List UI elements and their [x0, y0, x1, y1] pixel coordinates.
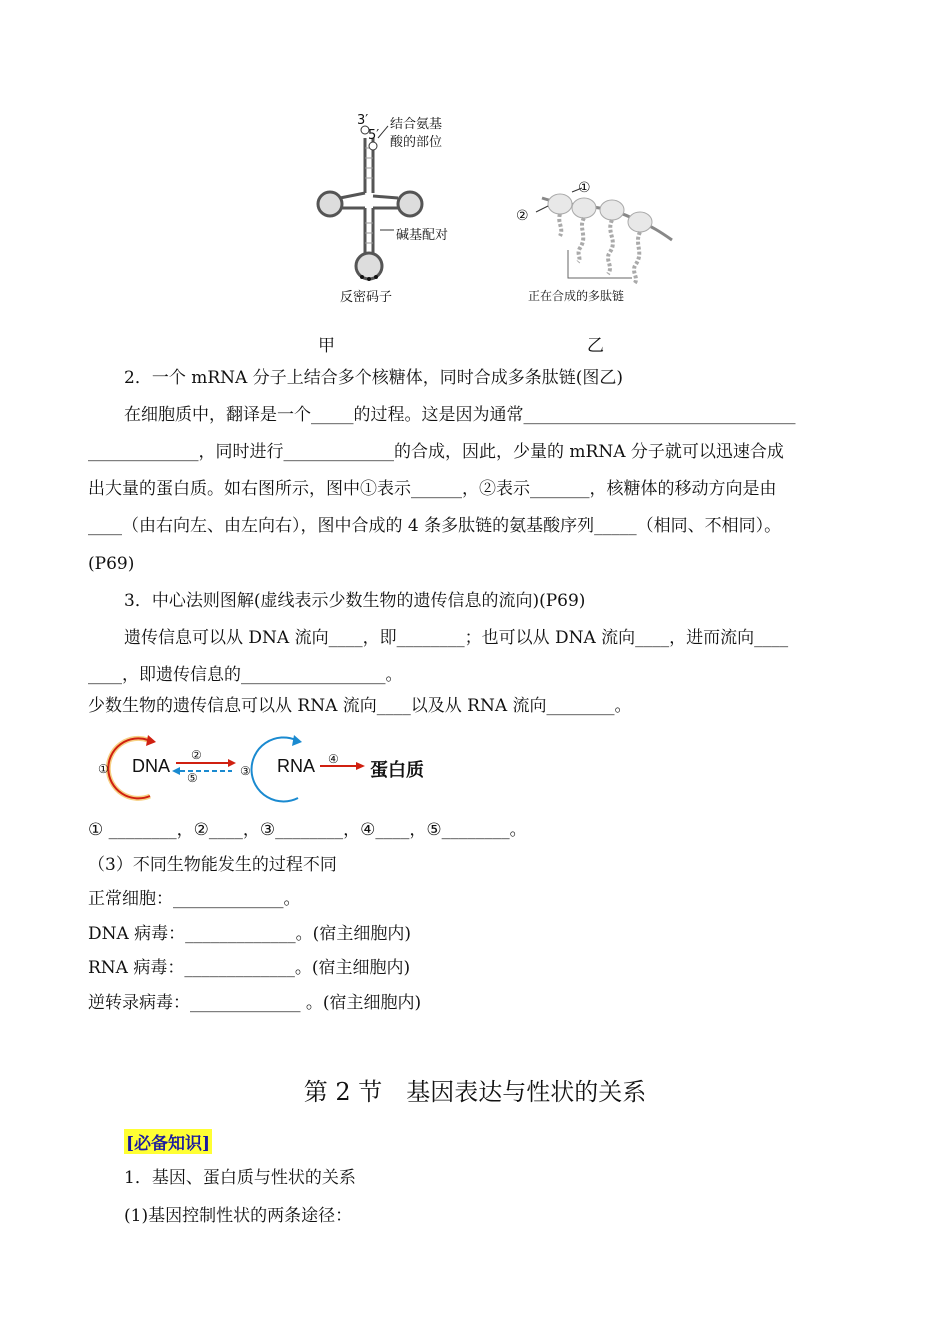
answers-retrovirus: 逆转录病毒：_____________ 。(宿主细胞内)	[88, 993, 422, 1013]
trna-pairing-label: 碱基配对	[396, 228, 449, 243]
p3-title: 3．中心法则图解(虚线表示少数生物的遗传信息的流向)(P69)	[124, 591, 586, 611]
polysome-diagram	[512, 178, 682, 288]
section-tag: [必备知识]	[124, 1129, 212, 1154]
polysome-label-1: ①	[578, 180, 591, 196]
p2-line-4: ____（由右向左、由左向右），图中合成的 4 条多肽链的氨基酸序列_____（相同、不相同）。	[88, 516, 782, 536]
trna-site-label-2: 酸的部位	[390, 135, 443, 150]
dogma-rna: RNA	[277, 756, 316, 776]
trna-site-label-1: 结合氨基	[390, 117, 443, 132]
answers-rna-virus: RNA 病毒：_____________。(宿主细胞内)	[88, 958, 411, 978]
p3-line-3: 少数生物的遗传信息可以从 RNA 流向____以及从 RNA 流向________。	[88, 696, 632, 716]
answers-normal-cell: 正常细胞：_____________。	[88, 889, 301, 909]
section-item-1: 1．基因、蛋白质与性状的关系	[124, 1168, 356, 1188]
section-item-1-1: (1)基因控制性状的两条途径：	[124, 1206, 353, 1226]
p2-line-1: 在细胞质中，翻译是一个_____的过程。这是因为通常________________________________	[124, 405, 796, 425]
p2-title: 2．一个 mRNA 分子上结合多个核糖体，同时合成多条肽链(图乙)	[124, 368, 623, 388]
p2-line-3: 出大量的蛋白质。如右图所示，图中①表示______，②表示_______，核糖体的移动方向是由	[88, 479, 777, 499]
trna-5prime-label: 5′	[368, 128, 380, 143]
polysome-label-2: ②	[516, 208, 529, 224]
dogma-protein: 蛋白质	[370, 760, 424, 781]
dogma-n3: ③	[240, 764, 251, 778]
p3-line-2: ____，即遗传信息的_________________。	[88, 665, 403, 685]
dogma-n1: ①	[98, 762, 109, 776]
trna-anticodon-label: 反密码子	[340, 290, 393, 305]
p2-line-5: (P69)	[88, 554, 135, 574]
figure-caption-yi: 乙	[587, 336, 604, 356]
answers-dna-virus: DNA 病毒：_____________。(宿主细胞内)	[88, 924, 411, 944]
dogma-dna: DNA	[132, 756, 171, 776]
figure-caption-jia: 甲	[318, 336, 335, 356]
dogma-n5: ⑤	[187, 771, 198, 785]
trna-3prime-label: 3′	[357, 113, 369, 128]
polysome-chain-label: 正在合成的多肽链	[528, 289, 625, 303]
answers-line: ① ________，②____，③________，④____，⑤________。	[88, 820, 527, 840]
p2-line-2: _____________，同时进行_____________的合成，因此，少量的 mRNA 分子就可以迅速合成	[88, 442, 784, 462]
answers-sub3: （3）不同生物能发生的过程不同	[88, 855, 337, 875]
section-title: 第 2 节 基因表达与性状的关系	[303, 1078, 647, 1106]
dogma-n4: ④	[328, 752, 339, 766]
dogma-n2: ②	[191, 748, 202, 762]
p3-line-1: 遗传信息可以从 DNA 流向____，即________；也可以从 DNA 流向____，进而流向____	[124, 628, 789, 648]
